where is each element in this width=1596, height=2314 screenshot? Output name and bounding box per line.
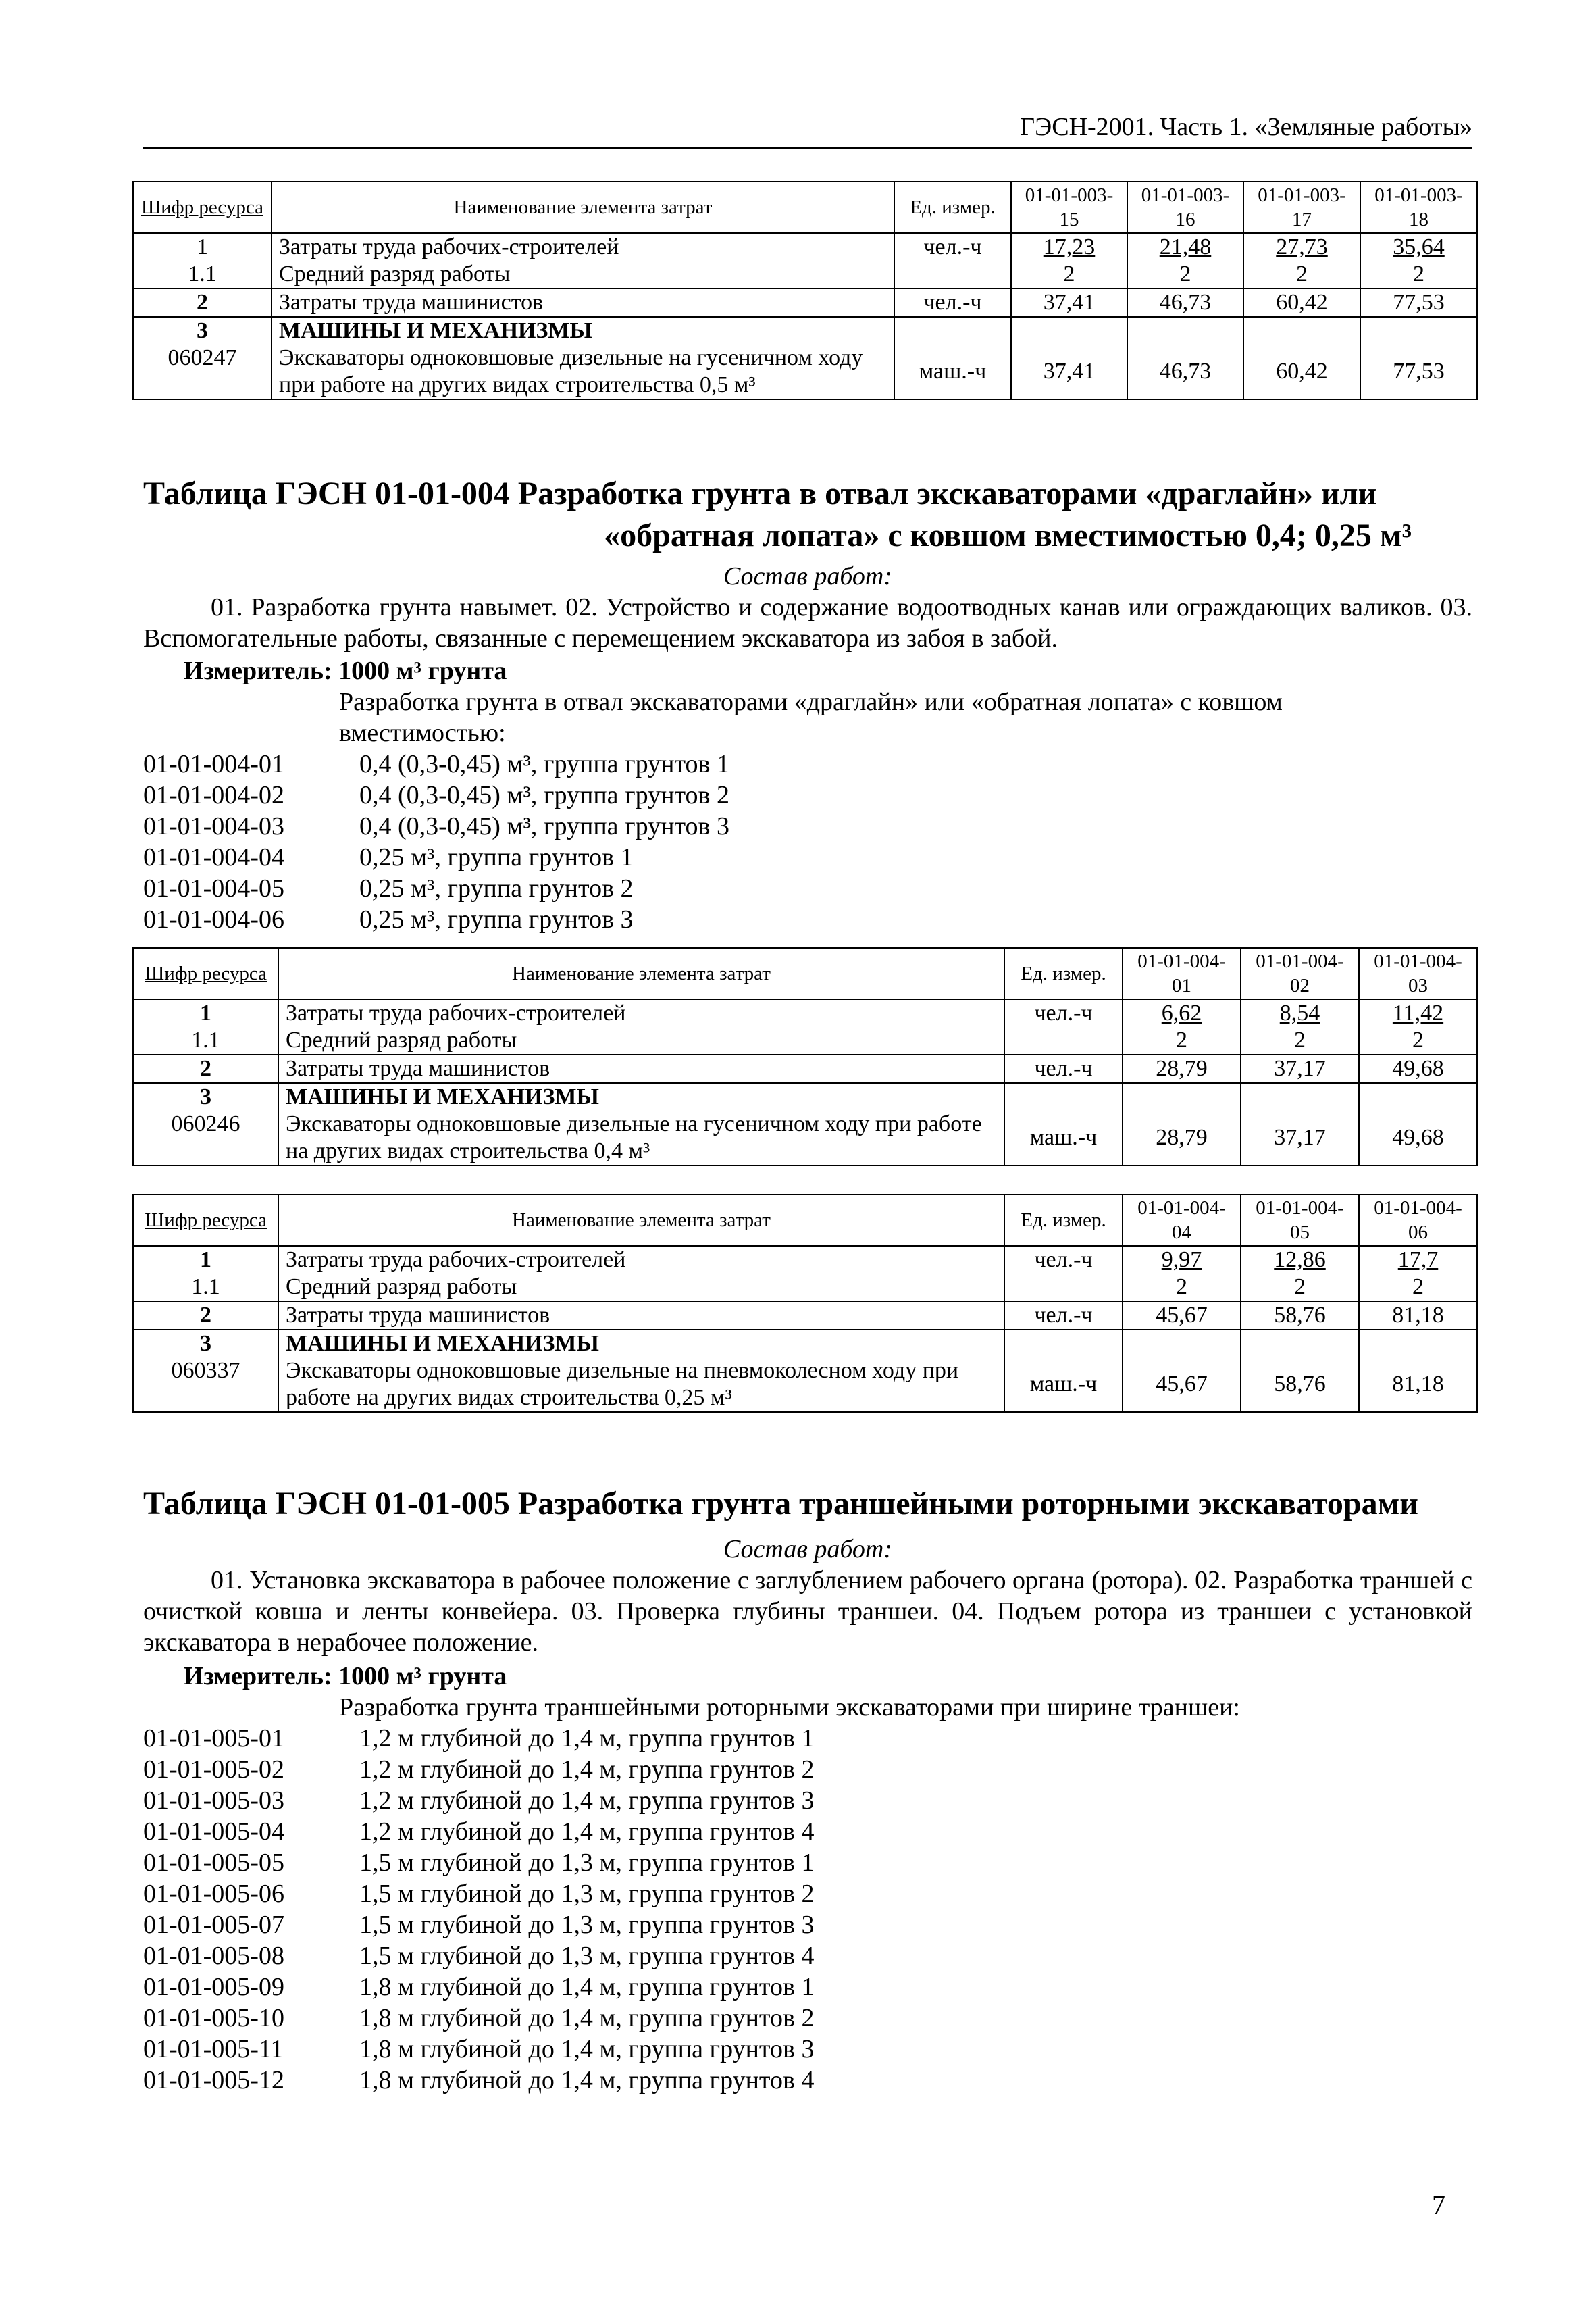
item-code: 01-01-004-06 (143, 905, 284, 934)
resource-code: 1 (200, 1001, 211, 1026)
list-item (143, 1785, 1472, 1816)
page-number: 7 (1432, 2190, 1445, 2220)
item-code: 01-01-005-04 (143, 1817, 284, 1846)
column-header-unit: Ед. измер. (894, 182, 1011, 233)
list-item (143, 749, 1472, 780)
unit-cell: чел.-ч (894, 288, 1011, 317)
table-row (133, 1083, 1477, 1165)
cost-table-003 (132, 181, 1478, 400)
item-description: 0,4 (0,3-0,45) м³, группа грунтов 1 (359, 750, 729, 778)
table-header-row (133, 948, 1477, 999)
column-header-norm: 01-01-004-02 (1241, 948, 1359, 999)
cost-element-name: Средний разряд работы (286, 1274, 517, 1299)
resource-code: 3 (200, 1084, 211, 1109)
column-header-code: Шифр ресурса (133, 182, 272, 233)
norm-value: 77,53 (1360, 317, 1477, 399)
table-row (133, 999, 1477, 1055)
norm-value: 2 (1296, 261, 1308, 286)
cost-element-name: Затраты труда рабочих-строителей (286, 1247, 626, 1272)
list-item (143, 2065, 1472, 2096)
list-item (143, 1940, 1472, 1971)
column-header-code: Шифр ресурса (133, 948, 278, 999)
cost-element-name: Затраты труда машинистов (278, 1055, 1004, 1083)
item-description: 0,25 м³, группа грунтов 3 (359, 905, 634, 934)
item-code: 01-01-005-12 (143, 2066, 284, 2094)
items-intro: Разработка грунта в отвал экскаваторами «драглайн» или «обратная лопата» с ковшом вместимостью: (339, 688, 1283, 747)
norm-value: 35,64 (1393, 234, 1445, 259)
norm-value: 28,79 (1123, 1083, 1241, 1165)
item-code: 01-01-005-01 (143, 1724, 284, 1753)
norm-value: 9,97 (1161, 1247, 1202, 1272)
item-description: 1,2 м глубиной до 1,4 м, группа грунтов 3 (359, 1786, 815, 1815)
measure-unit: Измеритель: 1000 м³ грунта (184, 657, 507, 685)
item-code: 01-01-005-06 (143, 1880, 284, 1908)
cost-element-name: Затраты труда машинистов (278, 1301, 1004, 1330)
norm-value: 2 (1176, 1028, 1187, 1053)
cost-table-004-a (132, 947, 1478, 1166)
item-description: 1,2 м глубиной до 1,4 м, группа грунтов 1 (359, 1724, 815, 1753)
cost-element-name: Затраты труда рабочих-строителей (286, 1001, 626, 1026)
item-code: 01-01-004-03 (143, 812, 284, 840)
norm-value: 37,41 (1011, 288, 1127, 317)
table-header-row (133, 1194, 1477, 1246)
item-code: 01-01-005-02 (143, 1755, 284, 1784)
item-description: 0,4 (0,3-0,45) м³, группа грунтов 2 (359, 781, 729, 809)
norm-value: 2 (1412, 1274, 1424, 1299)
resource-code: 060246 (171, 1111, 240, 1136)
norm-value: 2 (1176, 1274, 1187, 1299)
norm-value: 2 (1412, 1028, 1424, 1053)
item-code: 01-01-005-08 (143, 1942, 284, 1970)
list-item (143, 904, 1472, 935)
list-item (143, 842, 1472, 873)
list-item (143, 2003, 1472, 2034)
norm-value: 2 (1294, 1274, 1306, 1299)
column-header-name: Наименование элемента затрат (272, 182, 894, 233)
item-description: 1,5 м глубиной до 1,3 м, группа грунтов 3 (359, 1911, 815, 1939)
item-description: 1,5 м глубиной до 1,3 м, группа грунтов 4 (359, 1942, 815, 1970)
list-item (143, 1878, 1472, 1909)
composition-text: 01. Установка экскаватора в рабочее положение с заглублением рабочего органа (ротора). 02. Разработка траншей с очисткой ковша и ленты конвейера. 03. Проверка глубины траншеи. 04. Подъем ротора из траншеи с установкой экскаватора в нерабочее положение. (143, 1566, 1472, 1657)
item-code: 01-01-005-11 (143, 2035, 284, 2063)
resource-code: 060337 (171, 1358, 240, 1383)
column-header-norm: 01-01-003-16 (1127, 182, 1243, 233)
table-row (133, 1301, 1477, 1330)
norm-value: 45,67 (1123, 1301, 1241, 1330)
item-description: 1,2 м глубиной до 1,4 м, группа грунтов 2 (359, 1755, 815, 1784)
list-item (143, 1909, 1472, 1940)
item-list (143, 1723, 1472, 2096)
norm-value: 11,42 (1392, 1001, 1444, 1026)
item-code: 01-01-005-07 (143, 1911, 284, 1939)
list-item (143, 1847, 1472, 1878)
composition-heading: Состав работ: (723, 562, 893, 590)
section-title-line: «обратная лопата» с ковшом вместимостью 0,4; 0,25 м³ (604, 518, 1412, 553)
table-row (133, 1246, 1477, 1301)
resource-code: 1 (200, 1247, 211, 1272)
item-description: 0,25 м³, группа грунтов 2 (359, 874, 634, 903)
unit-cell: чел.-ч (1004, 999, 1123, 1055)
cost-element-name: Экскаваторы одноковшовые дизельные на гусеничном ходу при работе на других видах строительства 0,4 м³ (286, 1111, 982, 1163)
norm-value: 81,18 (1359, 1330, 1477, 1412)
column-header-norm: 01-01-004-06 (1359, 1194, 1477, 1246)
item-code: 01-01-004-04 (143, 843, 284, 872)
column-header-norm: 01-01-003-17 (1243, 182, 1360, 233)
unit-cell: маш.-ч (1004, 1330, 1123, 1412)
section-title-line: Таблица ГЭСН 01-01-004 Разработка грунта в отвал экскаваторами «драглайн» или (143, 476, 1377, 511)
column-header-name: Наименование элемента затрат (278, 1194, 1004, 1246)
norm-value: 2 (1413, 261, 1424, 286)
resource-code: 1.1 (188, 261, 217, 286)
norm-value: 58,76 (1241, 1330, 1359, 1412)
item-description: 1,8 м глубиной до 1,4 м, группа грунтов 2 (359, 2004, 815, 2032)
norm-value: 2 (1179, 261, 1191, 286)
norm-value: 58,76 (1241, 1301, 1359, 1330)
item-description: 0,25 м³, группа грунтов 1 (359, 843, 634, 872)
norm-value: 49,68 (1359, 1055, 1477, 1083)
cost-element-name: Экскаваторы одноковшовые дизельные на гусеничном ходу при работе на других видах строительства 0,5 м³ (279, 345, 863, 397)
item-code: 01-01-004-02 (143, 781, 284, 809)
item-description: 1,8 м глубиной до 1,4 м, группа грунтов 3 (359, 2035, 815, 2063)
column-header-code: Шифр ресурса (133, 1194, 278, 1246)
section-label: МАШИНЫ И МЕХАНИЗМЫ (279, 318, 592, 343)
item-description: 0,4 (0,3-0,45) м³, группа грунтов 3 (359, 812, 729, 840)
norm-value: 8,54 (1279, 1001, 1320, 1026)
column-header-norm: 01-01-004-04 (1123, 1194, 1241, 1246)
unit-cell: чел.-ч (894, 233, 1011, 288)
table-row (133, 233, 1477, 288)
norm-value: 17,23 (1043, 234, 1096, 259)
norm-value: 60,42 (1243, 317, 1360, 399)
item-description: 1,8 м глубиной до 1,4 м, группа грунтов 1 (359, 1973, 815, 2001)
section-title (143, 473, 1472, 557)
cost-element-name: Средний разряд работы (286, 1028, 517, 1053)
list-item (143, 1754, 1472, 1785)
item-description: 1,2 м глубиной до 1,4 м, группа грунтов 4 (359, 1817, 815, 1846)
unit-cell: чел.-ч (1004, 1301, 1123, 1330)
item-description: 1,5 м глубиной до 1,3 м, группа грунтов 2 (359, 1880, 815, 1908)
item-code: 01-01-005-05 (143, 1848, 284, 1877)
resource-code: 1 (197, 234, 208, 259)
list-item (143, 1816, 1472, 1847)
column-header-unit: Ед. измер. (1004, 948, 1123, 999)
running-header: ГЭСН-2001. Часть 1. «Земляные работы» (143, 111, 1472, 149)
composition-text: 01. Разработка грунта навымет. 02. Устройство и содержание водоотводных канав или ограждающих валиков. 03. Вспомогательные работы, связанные с перемещением экскаватора из забоя в забой. (143, 593, 1472, 653)
composition-heading: Состав работ: (723, 1535, 893, 1563)
cost-element-name: Затраты труда машинистов (272, 288, 894, 317)
unit-cell: чел.-ч (1004, 1246, 1123, 1301)
list-item (143, 2034, 1472, 2065)
resource-code: 3 (197, 318, 208, 343)
unit-cell: маш.-ч (894, 317, 1011, 399)
list-item (143, 1971, 1472, 2003)
norm-value: 2 (1294, 1028, 1306, 1053)
resource-code: 1.1 (191, 1274, 220, 1299)
item-description: 1,5 м глубиной до 1,3 м, группа грунтов 1 (359, 1848, 815, 1877)
column-header-name: Наименование элемента затрат (278, 948, 1004, 999)
item-code: 01-01-004-05 (143, 874, 284, 903)
item-code: 01-01-005-03 (143, 1786, 284, 1815)
section-title: Таблица ГЭСН 01-01-005 Разработка грунта траншейными роторными экскаваторами (143, 1486, 1418, 1521)
column-header-norm: 01-01-003-18 (1360, 182, 1477, 233)
norm-value: 12,86 (1274, 1247, 1326, 1272)
resource-code: 2 (133, 288, 272, 317)
table-header-row (133, 182, 1477, 233)
cost-table-004-b (132, 1194, 1478, 1413)
norm-value: 49,68 (1359, 1083, 1477, 1165)
unit-cell: чел.-ч (1004, 1055, 1123, 1083)
list-item (143, 873, 1472, 904)
item-list (143, 749, 1472, 935)
norm-value: 37,17 (1241, 1055, 1359, 1083)
resource-code: 2 (133, 1301, 278, 1330)
norm-value: 37,41 (1011, 317, 1127, 399)
column-header-norm: 01-01-003-15 (1011, 182, 1127, 233)
norm-value: 60,42 (1243, 288, 1360, 317)
cost-element-name: Экскаваторы одноковшовые дизельные на пневмоколесном ходу при работе на других видах строительства 0,25 м³ (286, 1358, 959, 1410)
norm-value: 21,48 (1159, 234, 1212, 259)
column-header-norm: 01-01-004-03 (1359, 948, 1477, 999)
item-code: 01-01-005-09 (143, 1973, 284, 2001)
resource-code: 060247 (168, 345, 237, 370)
column-header-norm: 01-01-004-01 (1123, 948, 1241, 999)
table-row (133, 1055, 1477, 1083)
section-label: МАШИНЫ И МЕХАНИЗМЫ (286, 1084, 599, 1109)
norm-value: 46,73 (1127, 288, 1243, 317)
norm-value: 28,79 (1123, 1055, 1241, 1083)
norm-value: 27,73 (1276, 234, 1328, 259)
table-row (133, 1330, 1477, 1412)
table-row (133, 317, 1477, 399)
item-code: 01-01-005-10 (143, 2004, 284, 2032)
norm-value: 17,7 (1397, 1247, 1439, 1272)
cost-element-name: Затраты труда рабочих-строителей (279, 234, 619, 259)
norm-value: 46,73 (1127, 317, 1243, 399)
item-code: 01-01-004-01 (143, 750, 284, 778)
norm-value: 77,53 (1360, 288, 1477, 317)
column-header-unit: Ед. измер. (1004, 1194, 1123, 1246)
list-item (143, 1723, 1472, 1754)
resource-code: 3 (200, 1331, 211, 1356)
norm-value: 81,18 (1359, 1301, 1477, 1330)
unit-cell: маш.-ч (1004, 1083, 1123, 1165)
list-item (143, 780, 1472, 811)
list-item (143, 811, 1472, 842)
norm-value: 2 (1063, 261, 1075, 286)
cost-element-name: Средний разряд работы (279, 261, 511, 286)
norm-value: 6,62 (1161, 1001, 1202, 1026)
resource-code: 2 (133, 1055, 278, 1083)
items-intro: Разработка грунта траншейными роторными экскаваторами при ширине траншеи: (339, 1693, 1240, 1721)
norm-value: 45,67 (1123, 1330, 1241, 1412)
norm-value: 37,17 (1241, 1083, 1359, 1165)
measure-unit: Измеритель: 1000 м³ грунта (184, 1662, 507, 1690)
table-row (133, 288, 1477, 317)
item-description: 1,8 м глубиной до 1,4 м, группа грунтов 4 (359, 2066, 815, 2094)
column-header-norm: 01-01-004-05 (1241, 1194, 1359, 1246)
resource-code: 1.1 (191, 1028, 220, 1053)
section-label: МАШИНЫ И МЕХАНИЗМЫ (286, 1331, 599, 1356)
